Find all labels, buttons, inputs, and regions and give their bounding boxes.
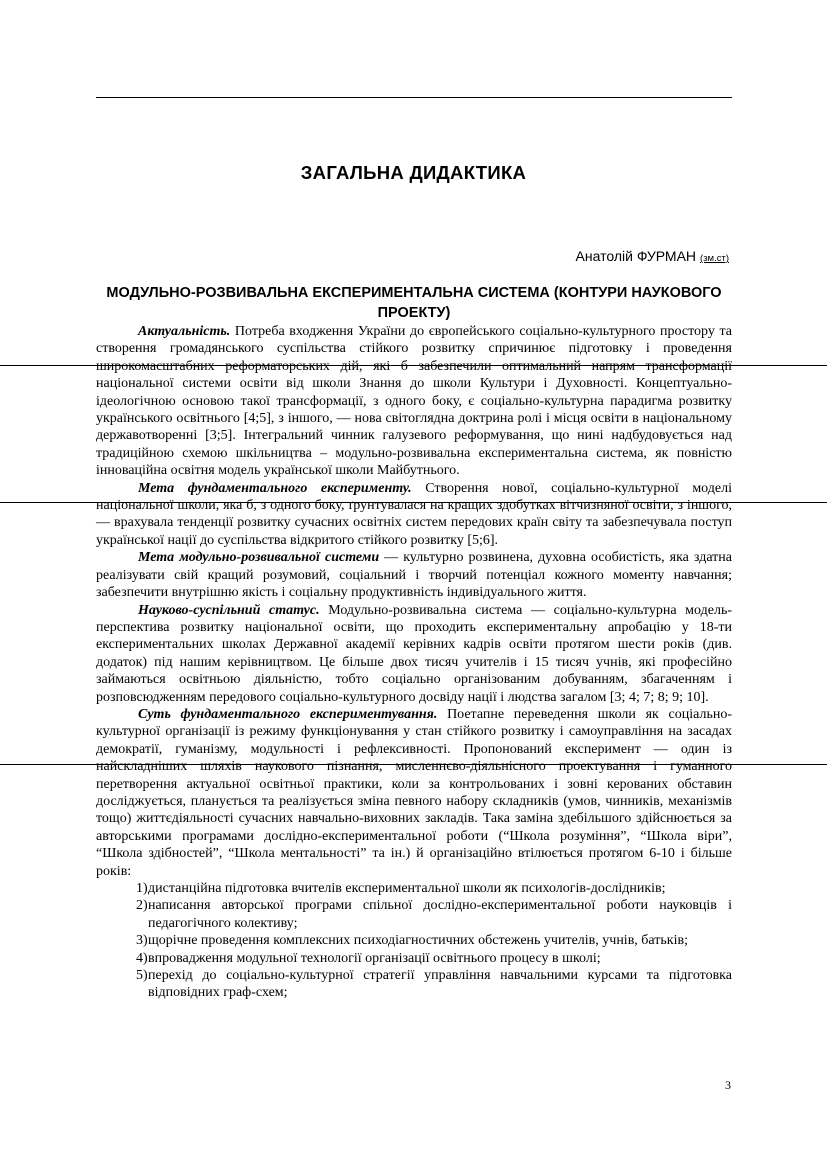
list-text: впровадження модульної технології організації освітнього процесу в школі; <box>148 950 601 966</box>
article-body <box>96 323 732 1002</box>
paragraph-essence <box>96 706 732 880</box>
paragraph-text: Модульно-розвивальна система — соціально-культурна модель-перспектива розвитку національної освіти, що проходить експериментальну апробацію у 18-ти експериментальних школах Державної академії керівних кадрів освіти протягом шести років (див. додаток) під нашим керівництвом. Це більше двох тисяч учителів і 15 тисяч учнів, які професійно займаються освітньою діяльністю, тобто соціально організованим добуванням, збагаченням і розповсюдженням передового соціально-культурного досвіду нації і людства загалом [3; 4; 7; 8; 9; 10]. <box>96 602 733 705</box>
list-number: 5) <box>136 968 148 984</box>
header-rule <box>96 97 732 98</box>
list-item <box>96 967 732 1002</box>
paragraph-text: — культурно розвинена, духовна особистість, яка здатна реалізувати свій кращий розумовий, соціальний і творчий потенціал кожного моменту навчання; забезпечити внутрішню якість і соціальну продуктивність індивідуального життя. <box>96 550 732 601</box>
list-item <box>96 950 732 967</box>
paragraph-relevance <box>96 323 732 480</box>
author-line <box>576 248 729 264</box>
list-text: щорічне проведення комплексних психодіагностичних обстежень учителів, учнів, батьків; <box>148 933 688 949</box>
list-number: 4) <box>136 950 148 966</box>
list-number: 2) <box>136 898 148 914</box>
list-number: 1) <box>136 881 148 896</box>
article-title: МОДУЛЬНО-РОЗВИВАЛЬНА ЕКСПЕРИМЕНТАЛЬНА СИСТЕМА (КОНТУРИ НАУКОВОГО ПРОЕКТУ) <box>106 285 722 321</box>
paragraph-text: Поетапне переведення школи як соціально-культурної організації із режиму функціонування у стан стійкого розвитку і самоуправління на засадах демократії, гуманізму, модульності і рефлексивності. Пропонований експеримент — один із найскладніших шляхів наукового пізнання, мисленнєво-діяльнісного проектування і гуманного перетворення актуальної освітньої практики, коли за контрольованих і зовні керованих обставин досліджується, планується та реалізується зміна певного набору складників (умов, чинників, механізмів тощо) життєдіяльності сучасних навчально-виховних закладів. Така заміна здебільшого здійснюється за авторськими програмами дослідно-експериментальної роботи (“Школа розуміння”, “Школа віри”, “Школа здібностей”, “Школа ментальності” та ін.) й організаційно втілюється протягом 6-10 і більше років: <box>96 706 732 879</box>
list-item <box>96 897 732 932</box>
list-text: перехід до соціально-культурної стратегії управління навчальними курсами та підготовка відповідних граф-схем; <box>148 968 732 1001</box>
section-title: ЗАГАЛЬНА ДИДАКТИКА <box>300 162 527 183</box>
stages-list <box>96 880 732 1002</box>
list-item <box>96 932 732 949</box>
paragraph-lead: Науково-суспільний статус. <box>138 602 320 618</box>
author-name: Анатолій ФУРМАН <box>575 248 697 264</box>
paragraph-text: Потреба входження України до європейського соціально-культурного простору та створення громадянського суспільства стійкого розвитку спричинює підготовку і проведення широкомасштабних реформаторських дій, які б забезпечили оптимальний напрям трансформації національної системи освіти від школи Знання до школи Культури і Духовності. Концептуально-ідеологічною основою такої трансформації, з одного боку, є соціально-культурна парадигма розвитку українського освітнього [4;5], з іншого, — нова світоглядна доктрина ролі і місця освіти в національному державотворенні [3;5]. Інтегральний чинник галузевого реформування, що нині надбудовується над традиційною схемою шкільництва – модульно-розвивальна експериментальна система, як повністю інноваційна освітня модель української школи Майбутнього. <box>96 324 732 479</box>
list-item <box>96 880 732 897</box>
list-text: написання авторської програми спільної дослідно-експериментальної роботи науковців і педагогічного колективу; <box>148 898 732 931</box>
list-number: 3) <box>136 933 148 949</box>
paragraph-system-goal <box>96 549 732 601</box>
paragraph-lead: Мета фундаментального експерименту. <box>138 480 412 496</box>
paragraph-lead: Суть фундаментального експериментування. <box>138 706 438 722</box>
paragraph-lead: Мета модульно-розвивальної системи <box>138 550 380 566</box>
list-text: дистанційна підготовка вчителів експериментальної школи як психологів-дослідників; <box>148 881 666 896</box>
paragraph-lead: Актуальність. <box>138 324 231 339</box>
paragraph-experiment-goal <box>96 480 732 550</box>
page-number: 3 <box>725 1078 731 1092</box>
paragraph-text: Створення нової, соціально-культурної моделі національної школи, яка б, з одного боку, ґрунтувалася на кращих здобутках вітчизняної освіти, з іншого, — врахувала тенденції розвитку сучасних освітніх систем передових країн світу та забезпечувала поступ української нації до суспільства відкритого стійкого розвитку [5;6]. <box>96 480 732 548</box>
author-note: (зм.ст) <box>700 253 729 264</box>
paragraph-status <box>96 602 732 706</box>
